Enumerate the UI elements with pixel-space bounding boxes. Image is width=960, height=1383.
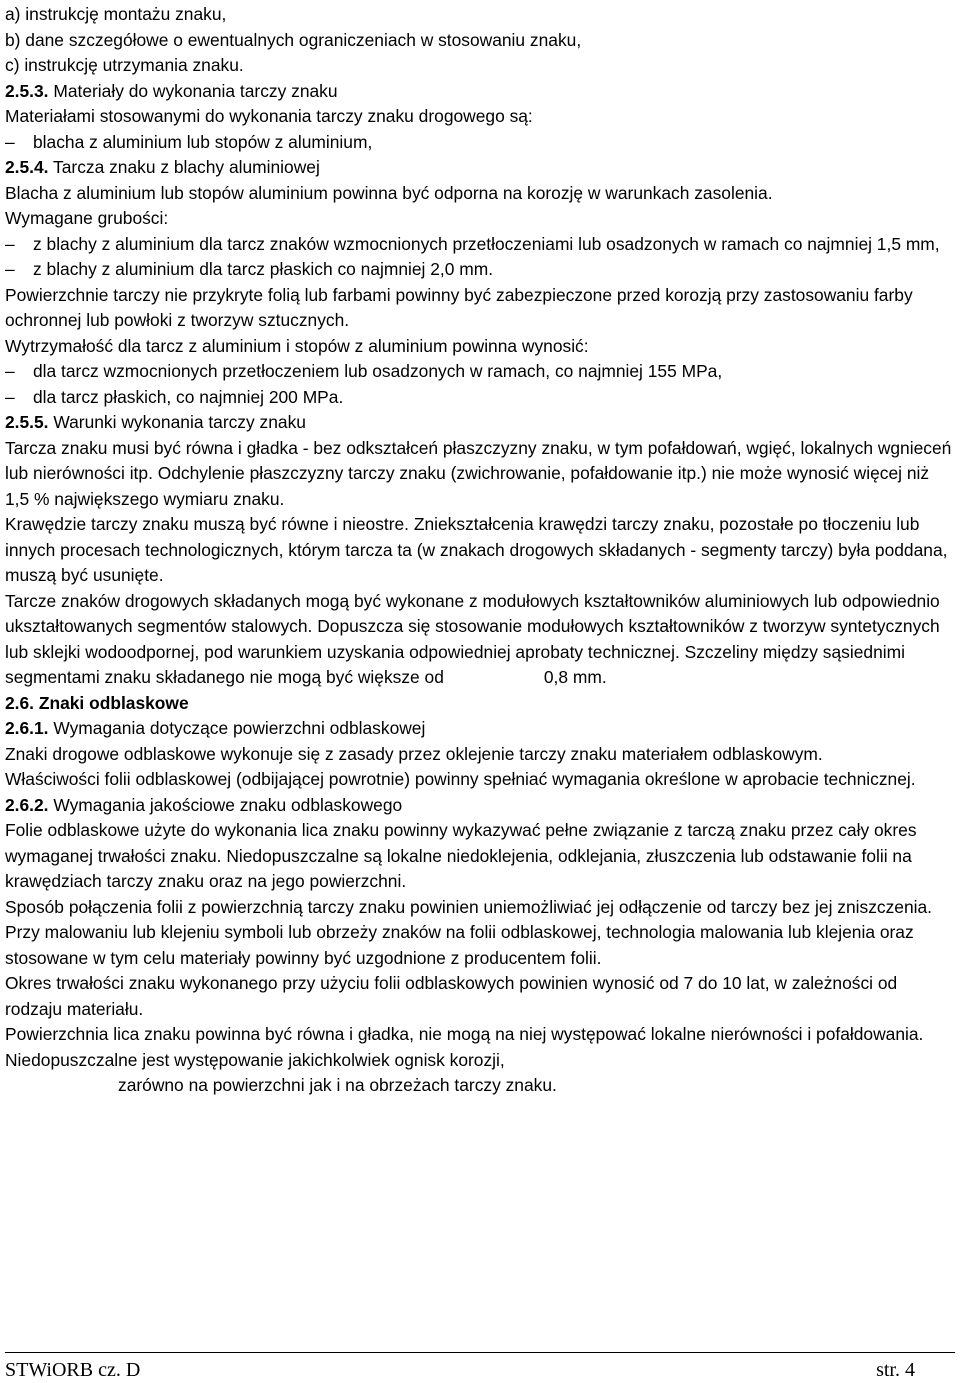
gap-value: 0,8 mm. bbox=[543, 667, 607, 687]
paragraph-continuation: zarówno na powierzchni jak i na obrzeżach tarczy znaku. bbox=[118, 1075, 557, 1095]
dash-bullet: – bbox=[5, 131, 15, 152]
paragraph: Wytrzymałość dla tarcz z aluminium i stopów z aluminium powinna wynosić: bbox=[5, 335, 589, 356]
section-title: Wymagania dotyczące powierzchni odblaskowej bbox=[48, 718, 426, 738]
footer-document-code: STWiORB cz. D bbox=[5, 1359, 141, 1381]
section-heading-2-6-1 bbox=[5, 716, 955, 742]
paragraph: Znaki drogowe odblaskowe wykonuje się z zasady przez oklejenie tarczy znaku materiałem odblaskowym. bbox=[5, 743, 823, 764]
section-number: 2.6.2. bbox=[5, 794, 49, 815]
section-number: 2.6.1. bbox=[5, 718, 49, 738]
paragraph: Folie odblaskowe użyte do wykonania lica znaku powinny wykazywać pełne związanie z tarczą znaku przez cały okres wymaganej trwałości znaku. Niedopuszczalne są lokalne niedoklejenia, odklejania, złuszczenia lub odstawanie folii na krawędziach tarczy znaku oraz na jego powierzchni. bbox=[5, 820, 917, 891]
dash-list-text: z blachy z aluminium dla tarcz znaków wzmocnionych przetłoczeniami lub osadzonych w ramach co najmniej 1,5 mm, bbox=[33, 233, 940, 254]
paragraph: Krawędzie tarczy znaku muszą być równe i nieostre. Zniekształcenia krawędzi tarczy znaku, pozostałe po tłoczeniu lub innych procesach technologicznych, którym tarcza ta (w znakach drogowych składanych - segmenty tarczy) była poddana, muszą być usunięte. bbox=[5, 514, 948, 585]
dash-bullet: – bbox=[5, 386, 15, 407]
section-title: Tarcza znaku z blachy aluminiowej bbox=[48, 157, 320, 177]
document-body bbox=[5, 2, 955, 1099]
list-item-b: b) dane szczegółowe o ewentualnych ograniczeniach w stosowaniu znaku, bbox=[5, 29, 582, 50]
dash-list-item bbox=[5, 130, 955, 156]
dash-list-text: dla tarcz wzmocnionych przetłoczeniem lub osadzonych w ramach, co najmniej 155 MPa, bbox=[33, 361, 723, 381]
dash-bullet: – bbox=[5, 233, 15, 254]
dash-list-item bbox=[5, 385, 955, 411]
dash-list-item bbox=[5, 232, 955, 258]
paragraph-text: Tarcze znaków drogowych składanych mogą być wykonane z modułowych kształtowników aluminiowych lub odpowiednio ukształtowanych segmentów stalowych. Dopuszcza się stosowanie modułowych kształtowników z tworzyw syntetycznych lub sklejki wodoodpornej, pod warunkiem uzyskania odpowiedniej aprobaty technicznej. Szczeliny między sąsiednimi segmentami znaku składanego nie mogą być większe od bbox=[5, 590, 940, 687]
section-heading-2-6: 2.6. Znaki odblaskowe bbox=[5, 692, 189, 713]
footer-page-number: str. 4 bbox=[876, 1359, 915, 1381]
section-heading-2-6-2 bbox=[5, 793, 955, 819]
paragraph: Tarcza znaku musi być równa i gładka - bez odkształceń płaszczyzny znaku, w tym pofałdowań, wgięć, lokalnych wgnieceń lub nierówności itp. Odchylenie płaszczyzny tarczy znaku (zwichrowanie, pofałdowanie itp.) nie może wynosić więcej niż 1,5 % największego wymiaru znaku. bbox=[5, 437, 952, 509]
section-title: Warunki wykonania tarczy znaku bbox=[48, 412, 306, 432]
paragraph bbox=[5, 589, 955, 691]
paragraph: Przy malowaniu lub klejeniu symboli lub obrzeży znaków na folii odblaskowej, technologia malowania lub klejenia oraz stosowane w tym celu materiały powinny być uzgodnione z producentem folii. bbox=[5, 922, 914, 968]
list-item-c: c) instrukcję utrzymania znaku. bbox=[5, 55, 244, 75]
list-item-a: a) instrukcję montażu znaku, bbox=[5, 4, 227, 24]
paragraph: Powierzchnie tarczy nie przykryte folią lub farbami powinny być zabezpieczone przed korozją przy zastosowaniu farby ochronnej lub powłoki z tworzyw sztucznych. bbox=[5, 284, 913, 330]
section-title: Materiały do wykonania tarczy znaku bbox=[48, 80, 338, 101]
section-heading-2-5-4 bbox=[5, 155, 955, 181]
paragraph: Powierzchnia lica znaku powinna być równa i gładka, nie mogą na niej występować lokalne nierówności i pofałdowania. Niedopuszczalne jest występowanie jakichkolwiek ognisk korozji, bbox=[5, 1024, 924, 1070]
section-number: 2.5.5. bbox=[5, 412, 49, 432]
paragraph: Właściwości folii odblaskowej (odbijającej powrotnie) powinny spełniać wymagania określone w aprobacie technicznej. bbox=[5, 769, 916, 789]
dash-list-text: blacha z aluminium lub stopów z aluminium, bbox=[33, 131, 373, 152]
dash-bullet: – bbox=[5, 361, 15, 381]
section-number: 2.5.4. bbox=[5, 157, 49, 177]
section-heading-2-5-3 bbox=[5, 79, 955, 105]
dash-list-text: z blachy z aluminium dla tarcz płaskich co najmniej 2,0 mm. bbox=[33, 259, 494, 279]
dash-list-item bbox=[5, 257, 955, 283]
dash-list-item bbox=[5, 359, 955, 385]
paragraph: Okres trwałości znaku wykonanego przy użyciu folii odblaskowych powinien wynosić od 7 do 10 lat, w zależności od rodzaju materiału. bbox=[5, 973, 898, 1019]
section-number: 2.5.3. bbox=[5, 80, 49, 101]
dash-list-text: dla tarcz płaskich, co najmniej 200 MPa. bbox=[33, 386, 344, 407]
page-footer bbox=[5, 1352, 955, 1381]
paragraph: Wymagane grubości: bbox=[5, 208, 169, 228]
dash-bullet: – bbox=[5, 259, 15, 279]
paragraph: Materiałami stosowanymi do wykonania tarczy znaku drogowego są: bbox=[5, 106, 533, 126]
section-title: Wymagania jakościowe znaku odblaskowego bbox=[48, 794, 403, 815]
section-heading-2-5-5 bbox=[5, 410, 955, 436]
paragraph: Sposób połączenia folii z powierzchnią tarczy znaku powinien uniemożliwiać jej odłączenie od tarczy bez jej zniszczenia. bbox=[5, 896, 933, 917]
paragraph: Blacha z aluminium lub stopów aluminium powinna być odporna na korozję w warunkach zasolenia. bbox=[5, 182, 773, 203]
